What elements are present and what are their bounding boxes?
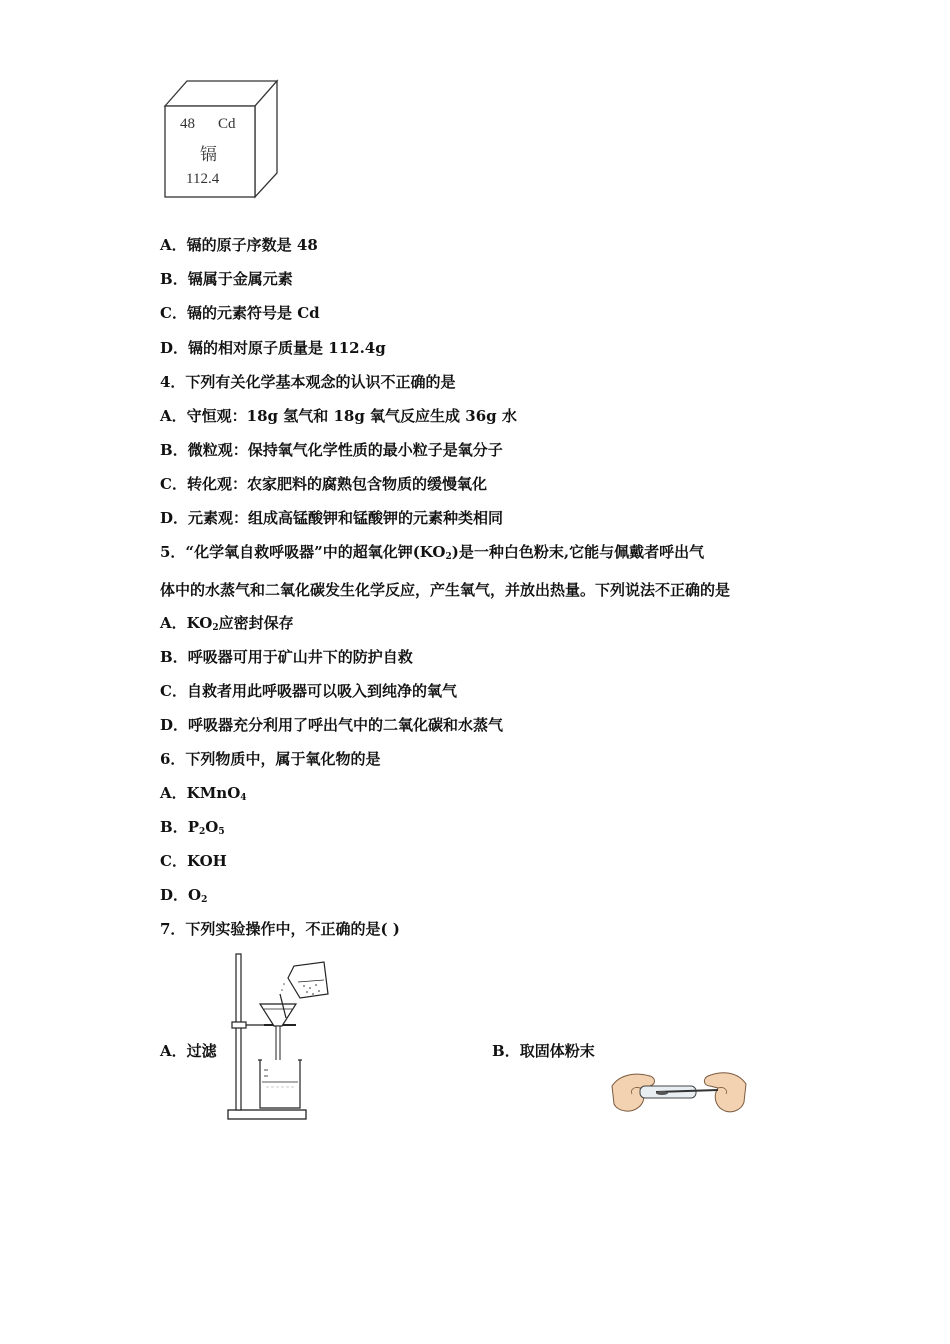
q5-option-a: A．$KO_2$应密封保存 bbox=[160, 614, 294, 633]
q7-option-a-label: A．过滤 bbox=[160, 1042, 217, 1060]
q6-option-c: C．KOH bbox=[160, 852, 227, 870]
q4-option-c: C．转化观：农家肥料的腐熟包含物质的缓慢氧化 bbox=[160, 475, 487, 493]
q3-option-a: A．镉的原子序数是 48 bbox=[160, 236, 318, 254]
q5-option-c: C．自救者用此呼吸器可以吸入到纯净的氧气 bbox=[160, 682, 457, 700]
q7-option-b-label: B．取固体粉末 bbox=[492, 1042, 595, 1060]
q5-stem-line1: 5．“化学氧自救呼吸器”中的超氧化钾$(KO_2)$是一种白色粉末,它能与佩戴者呼出气 bbox=[160, 543, 705, 562]
element-name: 镉 bbox=[200, 145, 217, 164]
element-symbol: Cd bbox=[218, 116, 236, 132]
q6-stem: 6．下列物质中，属于氧化物的是 bbox=[160, 750, 381, 768]
q4-option-a: A．守恒观：18g 氢气和 18g 氧气反应生成 36g 水 bbox=[160, 407, 517, 425]
q5-stem-line2: 体中的水蒸气和二氧化碳发生化学反应，产生氧气，并放出热量。下列说法不正确的是 bbox=[160, 581, 731, 599]
q3-option-b: B．镉属于金属元素 bbox=[160, 270, 293, 288]
q5-option-d: D．呼吸器充分利用了呼出气中的二氧化碳和水蒸气 bbox=[160, 716, 504, 734]
element-cube-outline bbox=[160, 78, 282, 202]
q3-option-c: C．镉的元素符号是 Cd bbox=[160, 304, 320, 322]
test-tube-powder-figure bbox=[610, 1064, 748, 1122]
q6-option-a: A．KMnO$_4$ bbox=[160, 784, 247, 803]
filtration-figure bbox=[224, 952, 336, 1124]
q3-option-d: D．镉的相对原子质量是 112.4g bbox=[160, 339, 386, 357]
q4-option-d: D．元素观：组成高锰酸钾和锰酸钾的元素种类相同 bbox=[160, 509, 504, 527]
q4-stem: 4．下列有关化学基本观念的认识不正确的是 bbox=[160, 373, 456, 391]
q6-option-d: D．$O_2$ bbox=[160, 886, 208, 905]
element-card-figure bbox=[160, 78, 282, 202]
q4-option-b: B．微粒观：保持氧气化学性质的最小粒子是氧分子 bbox=[160, 441, 503, 459]
atomic-mass: 112.4 bbox=[186, 171, 220, 187]
q5-option-b: B．呼吸器可用于矿山井下的防护自救 bbox=[160, 648, 413, 666]
atomic-number: 48 bbox=[180, 116, 195, 132]
q7-stem: 7．下列实验操作中，不正确的是( ) bbox=[160, 920, 400, 938]
q6-option-b: B．$P_2O_5$ bbox=[160, 818, 225, 837]
